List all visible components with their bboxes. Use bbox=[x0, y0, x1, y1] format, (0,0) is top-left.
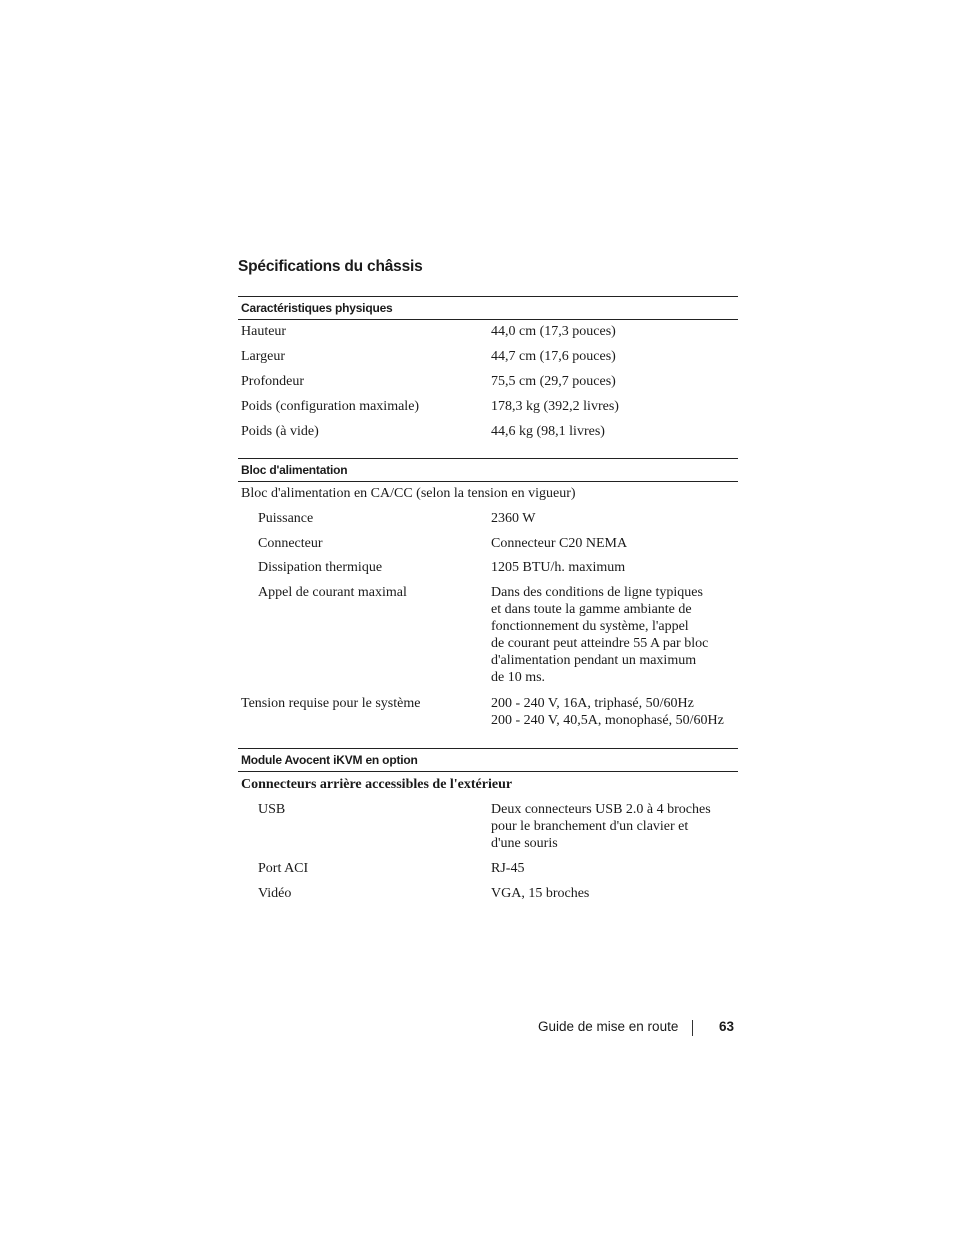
row-label: Bloc d'alimentation en CA/CC (selon la tension en vigueur) bbox=[241, 486, 576, 501]
row-value: RJ-45 bbox=[491, 861, 525, 876]
row-value: Deux connecteurs USB 2.0 à 4 broches pour le branchement d'un clavier et d'une souris bbox=[491, 802, 711, 851]
table-row bbox=[238, 485, 738, 510]
table-row bbox=[238, 695, 738, 735]
row-label: Port ACI bbox=[258, 861, 309, 876]
table-row bbox=[238, 776, 738, 801]
section-header: Module Avocent iKVM en option bbox=[238, 748, 738, 772]
page-number: 63 bbox=[719, 1019, 735, 1034]
row-label: Connecteur bbox=[258, 536, 323, 551]
row-value: 75,5 cm (29,7 pouces) bbox=[491, 374, 616, 389]
footer-text: Guide de mise en route bbox=[538, 1019, 679, 1034]
row-label: Profondeur bbox=[241, 374, 304, 389]
table-row bbox=[238, 510, 738, 535]
section-header: Bloc d'alimentation bbox=[238, 458, 738, 482]
section-ikvm bbox=[238, 748, 738, 910]
row-value: 200 - 240 V, 16A, triphasé, 50/60Hz 200 - 240 V, 40,5A, monophasé, 50/60Hz bbox=[491, 696, 724, 728]
row-label: Vidéo bbox=[258, 886, 292, 901]
row-value: 44,7 cm (17,6 pouces) bbox=[491, 349, 616, 364]
row-label: Poids (à vide) bbox=[241, 424, 319, 439]
row-label: Poids (configuration maximale) bbox=[241, 399, 420, 414]
row-label: Puissance bbox=[258, 511, 314, 526]
table-row bbox=[238, 423, 738, 448]
section-header: Caractéristiques physiques bbox=[238, 296, 738, 320]
row-label: Largeur bbox=[241, 349, 286, 364]
table-row bbox=[238, 535, 738, 559]
row-value: 2360 W bbox=[491, 511, 536, 526]
row-label: Tension requise pour le système bbox=[241, 696, 421, 711]
table-row bbox=[238, 860, 738, 885]
table-row bbox=[238, 885, 738, 910]
table-row bbox=[238, 801, 738, 860]
row-value: VGA, 15 broches bbox=[491, 886, 590, 901]
table-row bbox=[238, 373, 738, 398]
row-label: Hauteur bbox=[241, 324, 287, 339]
table-row bbox=[238, 398, 738, 423]
table-row bbox=[238, 584, 738, 695]
row-value: 44,0 cm (17,3 pouces) bbox=[491, 324, 616, 339]
page-footer bbox=[538, 1019, 735, 1034]
footer-divider bbox=[692, 1020, 693, 1036]
row-value: 1205 BTU/h. maximum bbox=[491, 560, 626, 575]
page-title: Spécifications du châssis bbox=[238, 258, 423, 275]
table-row bbox=[238, 559, 738, 584]
section-power-supply bbox=[238, 458, 738, 735]
row-value: Dans des conditions de ligne typiques et dans toute la gamme ambiante de fonctionnement du système, l'appel de courant peut atteindre 55 A par bloc d'alimentation pendant un maximum de 10 ms. bbox=[491, 585, 709, 685]
row-value: Connecteur C20 NEMA bbox=[491, 536, 628, 551]
table-row bbox=[238, 323, 738, 348]
row-label: USB bbox=[258, 802, 286, 817]
row-label: Appel de courant maximal bbox=[258, 585, 407, 600]
row-label: Dissipation thermique bbox=[258, 560, 383, 575]
row-label: Connecteurs arrière accessibles de l'extérieur bbox=[241, 777, 513, 792]
table-row bbox=[238, 348, 738, 373]
row-value: 178,3 kg (392,2 livres) bbox=[491, 399, 619, 414]
section-physical bbox=[238, 296, 738, 448]
row-value: 44,6 kg (98,1 livres) bbox=[491, 424, 605, 439]
